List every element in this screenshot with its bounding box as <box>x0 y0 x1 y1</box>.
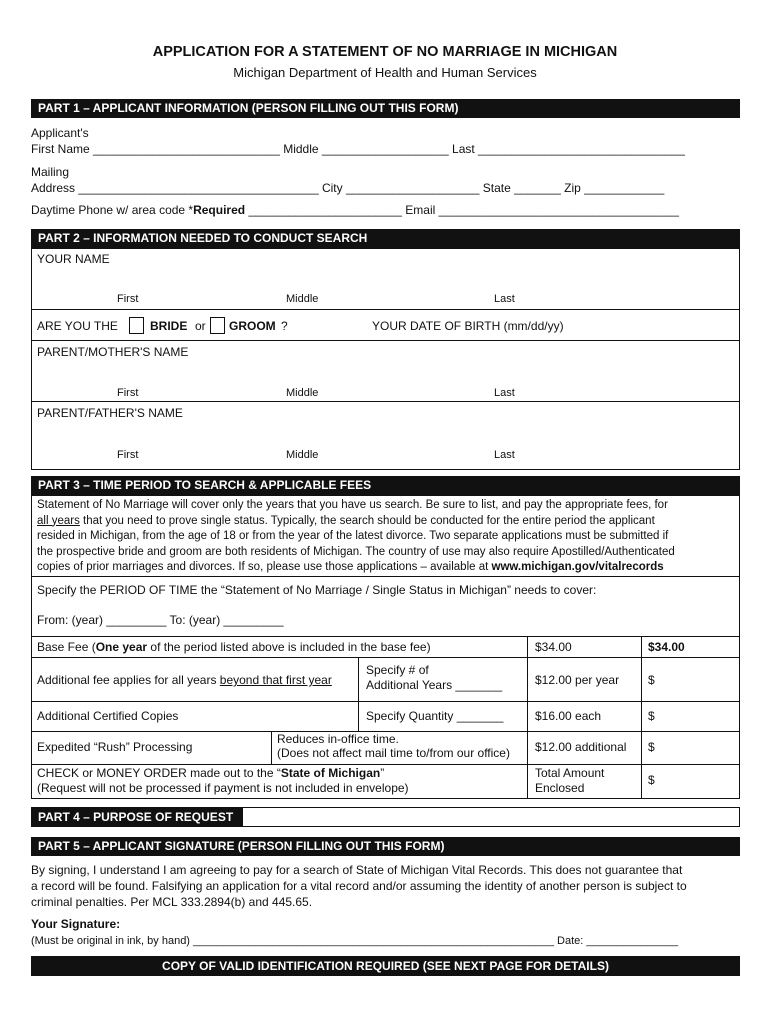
last-caption: Last <box>494 387 515 399</box>
or-label: or <box>195 319 206 333</box>
part4-header: PART 4 – PURPOSE OF REQUEST <box>31 807 243 827</box>
base-fee-label: Base Fee (One year of the period listed above is included in the base fee) <box>37 640 431 654</box>
bride-checkbox[interactable] <box>129 317 144 334</box>
address-line[interactable]: Address ____________________________________ City ____________________ State _______ Zip ____________ <box>31 181 665 195</box>
rush-note-2: (Does not affect mail time to/from our office) <box>277 746 510 760</box>
divider <box>31 636 740 637</box>
from-to-years[interactable]: From: (year) _________ To: (year) _________ <box>37 613 284 627</box>
rush-note-1: Reduces in-office time. <box>277 732 399 746</box>
copies-amount[interactable]: $ <box>648 709 655 723</box>
part2-box <box>31 248 740 470</box>
middle-caption: Middle <box>286 449 319 461</box>
specify-years-label: Specify # of <box>366 663 429 677</box>
total-amount-field[interactable]: $ <box>648 773 655 787</box>
divider <box>31 576 740 577</box>
copies-quantity-field[interactable]: Specify Quantity _______ <box>366 709 504 723</box>
question-mark: ? <box>281 319 288 333</box>
part3-instructions: Statement of No Marriage will cover only the years that you have us search. Be sure to list, and pay the appropriate fees, for all years that you need to prove single status. Typically, the search should be conducted for the entire period the applicant resided in Michigan, from the age of 18 or from the year of the latest divorce. Two separate applications must be submitted if the prospective bride and groom are both residents of Michigan. The country of use may also require Apostilled/Authenticated copies of prior marriages and divorces. If so, please use those applications – available at www.michigan.gov/vitalrecords <box>37 499 675 573</box>
part1-header: PART 1 – APPLICANT INFORMATION (PERSON FILLING OUT THIS FORM) <box>31 99 740 118</box>
base-fee-price: $34.00 <box>535 640 572 654</box>
divider <box>31 657 740 658</box>
first-caption: First <box>117 449 139 461</box>
copies-price: $16.00 each <box>535 709 602 723</box>
applicants-label: Applicant's <box>31 126 89 140</box>
signature-date-line[interactable]: (Must be original in ink, by hand) ___________________________________________________________ Date: _______________ <box>31 935 679 947</box>
base-fee-total: $34.00 <box>648 640 685 654</box>
first-caption: First <box>117 293 139 305</box>
divider <box>641 636 642 799</box>
payment-note: (Request will not be processed if payment is not included in envelope) <box>37 781 409 795</box>
your-signature-label: Your Signature: <box>31 917 121 931</box>
additional-fee-price: $12.00 per year <box>535 673 620 687</box>
divider <box>271 731 272 764</box>
form-subtitle: Michigan Department of Health and Human Services <box>233 65 537 80</box>
groom-label: GROOM <box>229 319 276 333</box>
middle-caption: Middle <box>286 293 319 305</box>
rush-amount[interactable]: $ <box>648 740 655 754</box>
specify-period-label: Specify the PERIOD OF TIME the “Statement of No Marriage / Single Status in Michigan” needs to cover: <box>37 583 597 597</box>
first-caption: First <box>117 387 139 399</box>
divider <box>527 636 528 799</box>
certified-copies-label: Additional Certified Copies <box>37 709 179 723</box>
father-name-label: PARENT/FATHER'S NAME <box>37 406 183 420</box>
part5-header: PART 5 – APPLICANT SIGNATURE (PERSON FILLING OUT THIS FORM) <box>31 837 740 856</box>
additional-fee-amount[interactable]: $ <box>648 673 655 687</box>
middle-caption: Middle <box>286 387 319 399</box>
divider <box>31 309 740 310</box>
your-name-label: YOUR NAME <box>37 252 110 266</box>
dob-label[interactable]: YOUR DATE OF BIRTH (mm/dd/yy) <box>372 319 564 333</box>
are-you-the-label: ARE YOU THE <box>37 319 118 333</box>
enclosed-label: Enclosed <box>535 781 585 795</box>
mother-name-label: PARENT/MOTHER'S NAME <box>37 345 189 359</box>
phone-email-line[interactable]: Daytime Phone w/ area code *Required _______________________ Email ____________________________________ <box>31 203 679 217</box>
mailing-label: Mailing <box>31 165 70 179</box>
form-title: APPLICATION FOR A STATEMENT OF NO MARRIAGE IN MICHIGAN <box>152 44 618 60</box>
total-amount-label: Total Amount <box>535 766 605 780</box>
additional-fee-label: Additional fee applies for all years beyond that first year <box>37 673 332 687</box>
last-caption: Last <box>494 449 515 461</box>
id-required-banner: COPY OF VALID IDENTIFICATION REQUIRED (SEE NEXT PAGE FOR DETAILS) <box>31 956 740 976</box>
applicant-name-line[interactable]: First Name ____________________________ Middle ___________________ Last _______________________________ <box>31 142 685 156</box>
divider <box>31 764 740 765</box>
divider <box>358 657 359 731</box>
part3-header: PART 3 – TIME PERIOD TO SEARCH & APPLICABLE FEES <box>31 476 740 495</box>
rush-price: $12.00 additional <box>535 740 627 754</box>
divider <box>31 340 740 341</box>
groom-checkbox[interactable] <box>210 317 225 334</box>
rush-label: Expedited “Rush” Processing <box>37 740 193 754</box>
divider <box>31 701 740 702</box>
signature-disclaimer: By signing, I understand I am agreeing to pay for a search of State of Michigan Vital Records. This does not guarantee that a record will be found. Falsifying an application for a vital record and/or assuming the identity of another person is subject to criminal penalties. Per MCL 333.2894(b) and 445.65. <box>31 863 687 909</box>
last-caption: Last <box>494 293 515 305</box>
part2-header: PART 2 – INFORMATION NEEDED TO CONDUCT SEARCH <box>31 229 740 248</box>
check-money-order-label: CHECK or MONEY ORDER made out to the “State of Michigan” <box>37 766 385 780</box>
divider <box>31 401 740 402</box>
bride-label: BRIDE <box>150 319 188 333</box>
additional-years-field[interactable]: Additional Years _______ <box>366 678 503 692</box>
